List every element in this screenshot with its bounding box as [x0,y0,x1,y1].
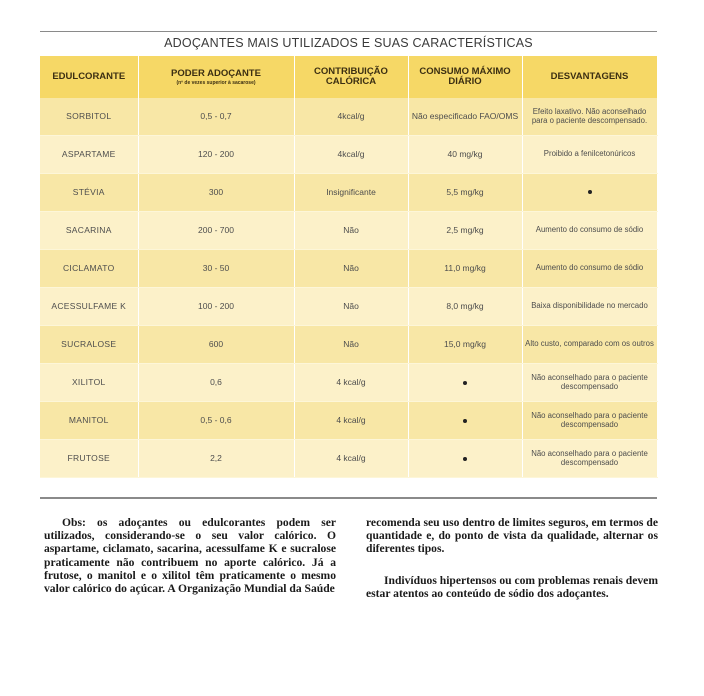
bullet-dot [463,457,467,461]
header-sweetener: EDULCORANTE [40,56,138,98]
cell-max-daily: 11,0 mg/kg [408,250,522,288]
table-row [40,136,657,174]
cell-calories: Não [294,326,408,364]
cell-sweetener: MANITOL [40,402,138,440]
cell-calories: Não [294,288,408,326]
header-power-label: PODER ADOÇANTE [171,67,261,79]
sweeteners-table [40,56,658,478]
cell-sweetener: FRUTOSE [40,440,138,478]
table-row [40,174,657,212]
cell-power: 300 [138,174,294,212]
bullet-dot [463,381,467,385]
cell-disadvantages: Alto custo, comparado com os outros [522,326,657,364]
cell-sweetener: SUCRALOSE [40,326,138,364]
cell-power: 100 - 200 [138,288,294,326]
cell-calories: 4 kcal/g [294,402,408,440]
header-disadvantages: DESVANTAGENS [522,56,657,98]
table-row [40,364,657,402]
cell-sweetener: SACARINA [40,212,138,250]
cell-power: 120 - 200 [138,136,294,174]
cell-calories: 4 kcal/g [294,440,408,478]
cell-sweetener: ACESSULFAME K [40,288,138,326]
table-row [40,440,657,478]
top-divider [40,31,657,32]
cell-disadvantages: Não aconselhado para o paciente descompensado [522,364,657,402]
cell-max-daily: 2,5 mg/kg [408,212,522,250]
table-row [40,250,657,288]
cell-max-daily: 5,5 mg/kg [408,174,522,212]
cell-max-daily: 40 mg/kg [408,136,522,174]
cell-calories: Não [294,250,408,288]
cell-calories: Insignificante [294,174,408,212]
cell-sweetener: SORBITOL [40,98,138,136]
cell-max-daily: Não especificado FAO/OMS [408,98,522,136]
cell-sweetener: CICLAMATO [40,250,138,288]
notes-left-column [44,516,336,595]
header-calories: CONTRIBUIÇÃO CALÓRICA [294,56,408,98]
header-power-sublabel: (nº de vezes superior à sacarose) [176,79,256,86]
table-row [40,212,657,250]
table-row [40,402,657,440]
cell-calories: Não [294,212,408,250]
note-paragraph-1: Obs: os adoçantes ou edulcorantes podem ser utilizados, considerando-se o seu valor calórico. O aspartame, ciclamato, sacarina, acessulfame K e sucralose praticamente não contribuem no aporte calórico. Já a frutose, o manitol e o xilitol têm praticamente o mesmo valor calórico do açúcar. A Organização Mundial da Saúde [44,516,336,596]
cell-power: 0,5 - 0,6 [138,402,294,440]
cell-sweetener: ASPARTAME [40,136,138,174]
notes-right-column [366,516,658,600]
cell-power: 0,5 - 0,7 [138,98,294,136]
cell-power: 600 [138,326,294,364]
table-body [40,98,657,478]
table-row [40,288,657,326]
cell-disadvantages: Proibido a fenilcetonúricos [522,136,657,174]
cell-max-daily [408,402,522,440]
bullet-dot [588,190,592,194]
table-row [40,326,657,364]
header-power [138,56,294,98]
cell-disadvantages: Aumento do consumo de sódio [522,250,657,288]
cell-calories: 4 kcal/g [294,364,408,402]
cell-power: 0,6 [138,364,294,402]
header-max-daily: CONSUMO MÁXIMO DIÁRIO [408,56,522,98]
cell-max-daily: 8,0 mg/kg [408,288,522,326]
cell-power: 200 - 700 [138,212,294,250]
cell-power: 2,2 [138,440,294,478]
cell-sweetener: XILITOL [40,364,138,402]
cell-calories: 4kcal/g [294,136,408,174]
cell-max-daily [408,440,522,478]
cell-sweetener: STÉVIA [40,174,138,212]
note-paragraph-3: Indivíduos hipertensos ou com problemas renais devem estar atentos ao conteúdo de sódio dos adoçantes. [366,573,658,600]
cell-calories: 4kcal/g [294,98,408,136]
bullet-dot [463,419,467,423]
cell-disadvantages: Aumento do consumo de sódio [522,212,657,250]
cell-disadvantages: Baixa disponibilidade no mercado [522,288,657,326]
cell-disadvantages: Não aconselhado para o paciente descompensado [522,402,657,440]
cell-power: 30 - 50 [138,250,294,288]
table-header-row [40,56,657,98]
note-paragraph-2: recomenda seu uso dentro de limites seguros, em termos de quantidade e, do ponto de vista da qualidade, alternar os diferentes tipos. [366,516,658,556]
table-title: ADOÇANTES MAIS UTILIZADOS E SUAS CARACTERÍSTICAS [164,36,533,50]
cell-disadvantages: Efeito laxativo. Não aconselhado para o paciente descompensado. [522,98,657,136]
table-row [40,98,657,136]
cell-disadvantages: Não aconselhado para o paciente descompensado [522,440,657,478]
cell-disadvantages [522,174,657,212]
cell-max-daily [408,364,522,402]
cell-max-daily: 15,0 mg/kg [408,326,522,364]
bottom-divider [40,497,657,499]
